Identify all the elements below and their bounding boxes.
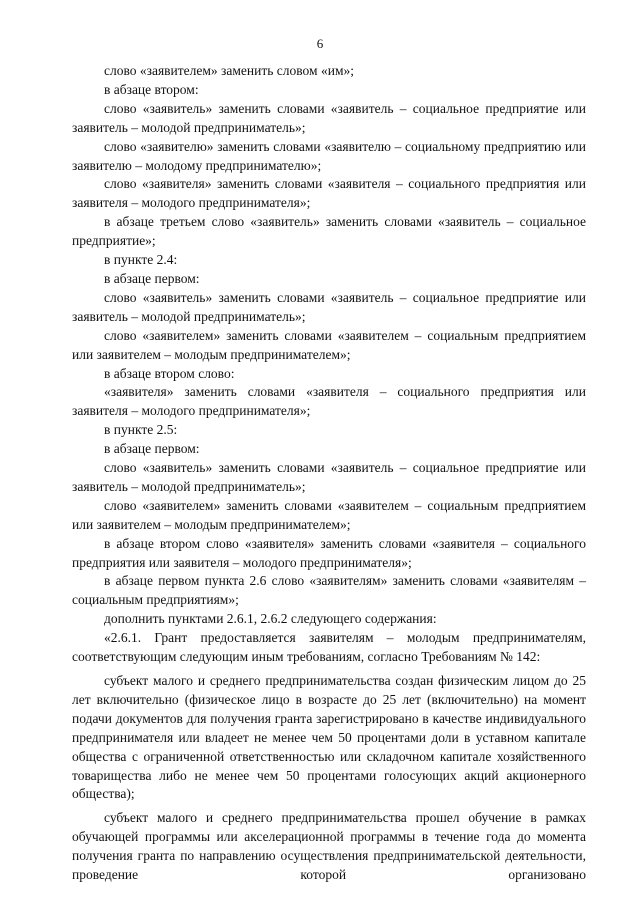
paragraph: в абзаце первом: <box>104 270 200 286</box>
paragraph: в пункте 2.4: <box>104 252 178 268</box>
paragraph: субъект малого и среднего предпринимательства создан физическим лицом до 25 лет включительно (физическое лицо в возрасте до 25 лет (включительно) на момент подачи документов для получения гранта зарегистрировано в качестве индивидуального предпринимателя или владеет не менее чем 50 процентами доли в уставном капитале общества с ограниченной ответственностью или складочном капитале хозяйственного товарищества либо не менее чем 50 процентами голосующих акций акционерного общества); <box>72 673 586 802</box>
paragraph: в абзаце втором: <box>104 81 199 97</box>
paragraph: дополнить пунктами 2.6.1, 2.6.2 следующего содержания: <box>104 611 437 627</box>
paragraph: слово «заявитель» заменить словами «заявитель – социальное предприятие или заявитель – молодой предприниматель»; <box>72 460 586 494</box>
paragraph: «заявителя» заменить словами «заявителя – социального предприятия или заявителя – молодого предпринимателя»; <box>72 384 586 419</box>
paragraph: слово «заявителем» заменить словом «им»; <box>104 63 354 78</box>
paragraph: в пункте 2.5: <box>104 422 178 438</box>
document-body <box>72 62 586 885</box>
paragraph: в абзаце втором слово «заявителя» заменить словами «заявителя – социального предприятия или заявителя – молодого предпринимателя»; <box>72 535 586 570</box>
paragraph: в абзаце первом пункта 2.6 слово «заявителям» заменить словами «заявителям – социальным предприятиям»; <box>72 573 586 608</box>
paragraph: слово «заявитель» заменить словами «заявитель – социальное предприятие или заявитель – молодой предприниматель»; <box>72 100 586 135</box>
paragraph: субъект малого и среднего предпринимательства прошел обучение в рамках обучающей программы или акселерационной программы в течение года до момента получения гранта по направлению осуществления предпринимательской деятельности, проведение которой организовано <box>72 810 586 883</box>
paragraph: слово «заявителю» заменить словами «заявителю – социальному предприятию или заявителю – молодому предпринимателю»; <box>72 138 586 173</box>
paragraph: слово «заявителем» заменить словами «заявителем – социальным предприятием или заявителем – молодым предпринимателем»; <box>72 497 586 532</box>
paragraph: слово «заявителя» заменить словами «заявителя – социального предприятия или заявителя – молодого предпринимателя»; <box>72 176 586 211</box>
paragraph: «2.6.1. Грант предоставляется заявителям – молодым предпринимателям, соответствующим следующим иным требованиям, согласно Требованиям № 142: <box>72 630 586 665</box>
paragraph: в абзаце третьем слово «заявитель» заменить словами «заявитель – социальное предприятие»; <box>72 214 586 249</box>
paragraph: слово «заявитель» заменить словами «заявитель – социальное предприятие или заявитель – молодой предприниматель»; <box>72 289 586 324</box>
page-number: 6 <box>316 36 324 51</box>
paragraph: в абзаце первом: <box>104 441 200 457</box>
paragraph: в абзаце втором слово: <box>104 365 235 381</box>
paragraph: слово «заявителем» заменить словами «заявителем – социальным предприятием или заявителем – молодым предпринимателем»; <box>72 327 586 362</box>
